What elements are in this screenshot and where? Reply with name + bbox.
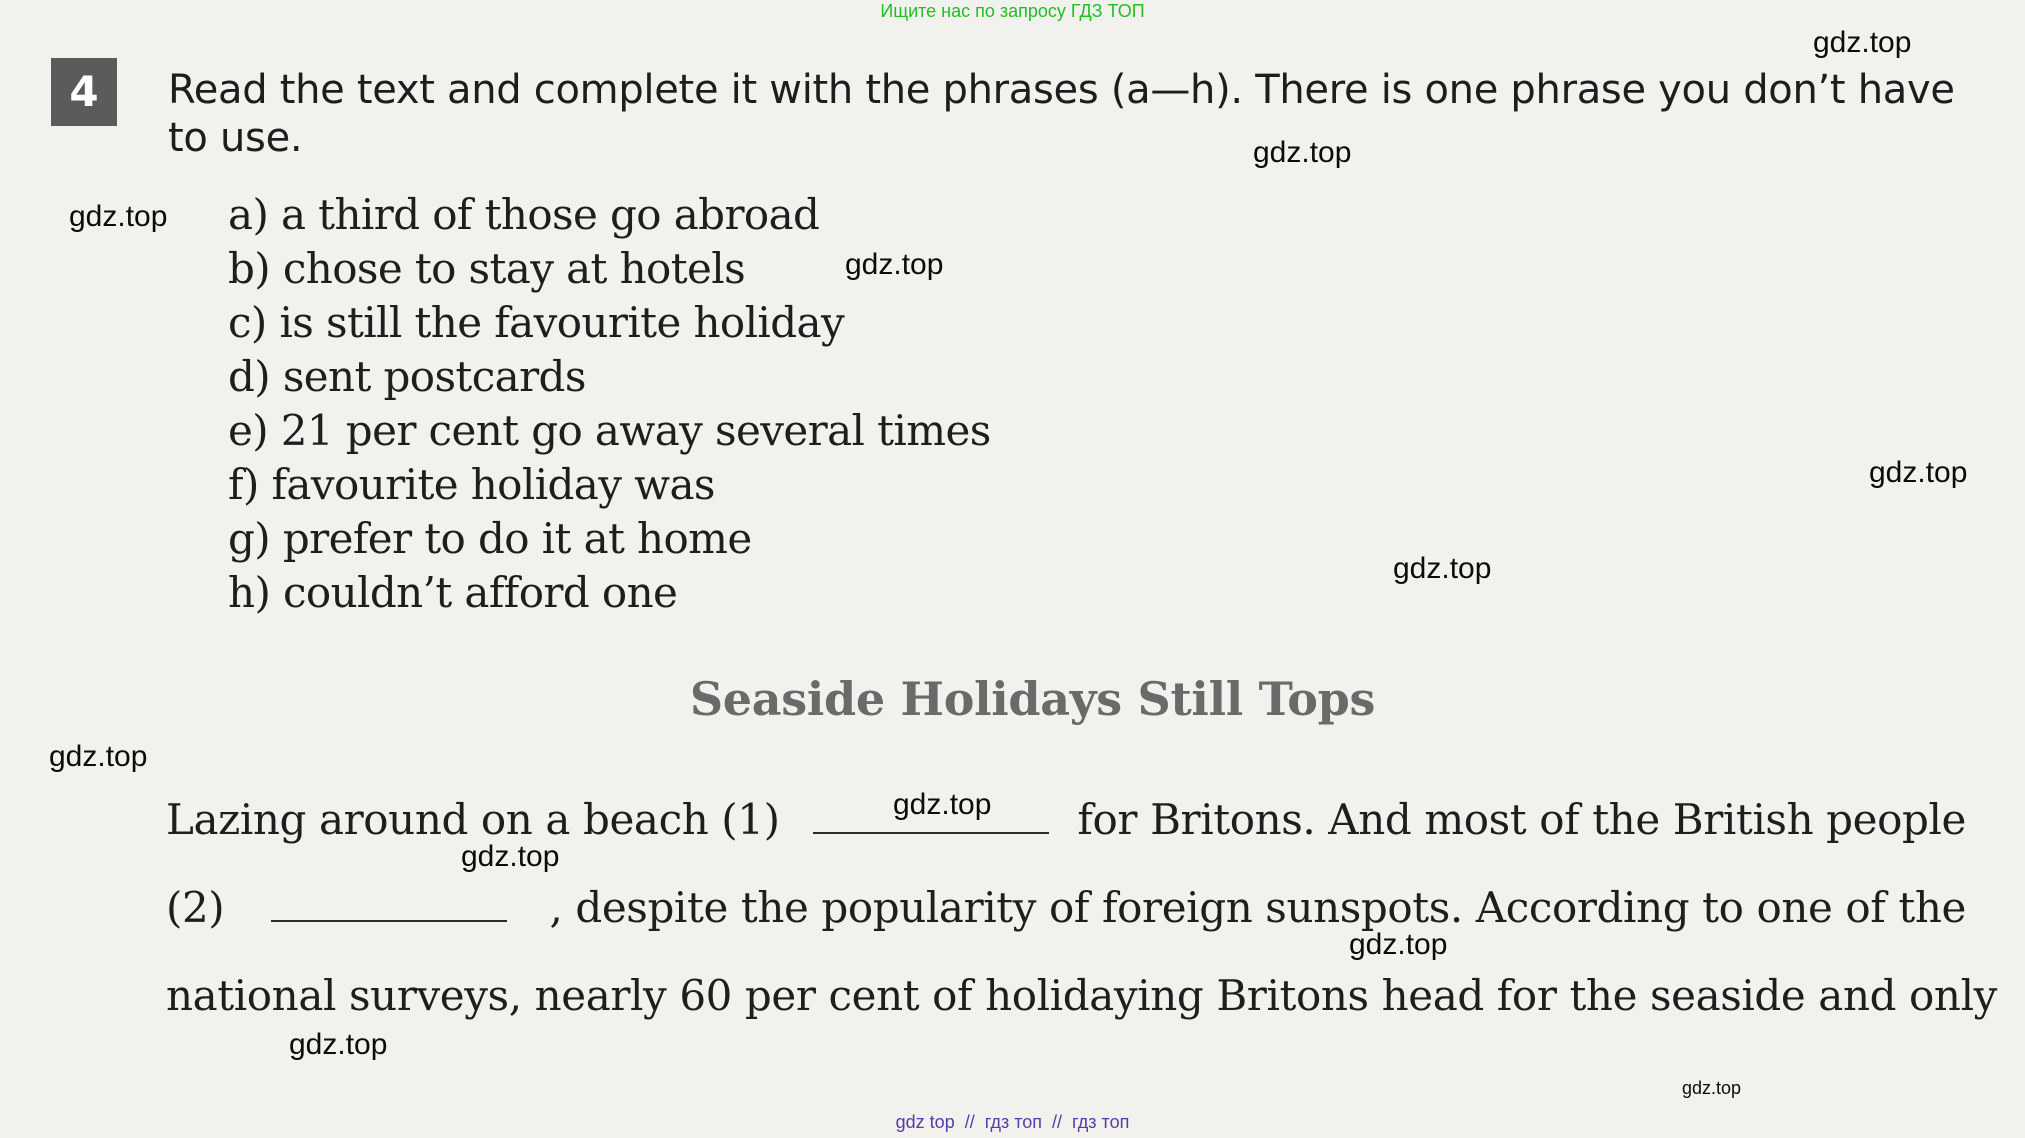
article-line-2 — [166, 878, 1966, 966]
watermark-label: gdz.top — [69, 200, 168, 233]
watermark-label: gdz.top — [289, 1028, 388, 1061]
article-line-3 — [166, 966, 1997, 1054]
footer-watermark-text[interactable]: gdz top // гдз топ // гдз топ — [895, 1112, 1130, 1132]
watermark-label: gdz.top — [893, 788, 992, 821]
gap-2-blank — [271, 918, 507, 922]
line1-before: Lazing around on a beach (1) — [166, 795, 780, 844]
line3-text: national surveys, nearly 60 per cent of holidaying Britons head for the seaside and only — [166, 971, 1997, 1020]
top-banner[interactable] — [0, 0, 2025, 22]
watermark-label: gdz.top — [1393, 552, 1492, 585]
article-title: Seaside Holidays Still Tops — [689, 672, 1376, 726]
task-instruction: Read the text and complete it with the phrases (a—h). There is one phrase you don’t have to use. — [168, 67, 1955, 161]
gap-1-blank — [813, 830, 1049, 834]
watermark-label: gdz.top — [461, 840, 560, 873]
article-line-1 — [166, 790, 1966, 878]
option-d: d) sent postcards — [228, 352, 586, 401]
watermark-label: gdz.top — [49, 740, 148, 773]
watermark-label: gdz.top — [845, 248, 944, 281]
banner-text[interactable]: Ищите нас по запросу ГДЗ ТОП — [880, 1, 1145, 21]
option-f: f) favourite holiday was — [228, 460, 715, 509]
task-number-badge: 4 — [51, 58, 117, 126]
option-b: b) chose to stay at hotels — [228, 244, 746, 293]
option-a: a) a third of those go abroad — [228, 190, 820, 239]
watermark-label: gdz.top — [1349, 928, 1448, 961]
footer-watermark[interactable] — [0, 1112, 2025, 1133]
option-g: g) prefer to do it at home — [228, 514, 752, 563]
article-text — [166, 790, 1997, 1054]
line2-after: , despite the popularity of foreign sunspots. According to one of the — [549, 883, 1966, 932]
option-h: h) couldn’t afford one — [228, 568, 678, 617]
watermark-label: gdz.top — [1869, 456, 1968, 489]
watermark-label: gdz.top — [1253, 136, 1352, 169]
line2-before: (2) — [166, 883, 225, 932]
watermark-label: gdz.top — [1682, 1078, 1742, 1098]
line1-after: for Britons. And most of the British people — [1077, 795, 1966, 844]
watermark-label: gdz.top — [1813, 26, 1912, 59]
option-e: e) 21 per cent go away several times — [228, 406, 991, 455]
option-c: c) is still the favourite holiday — [228, 298, 845, 347]
